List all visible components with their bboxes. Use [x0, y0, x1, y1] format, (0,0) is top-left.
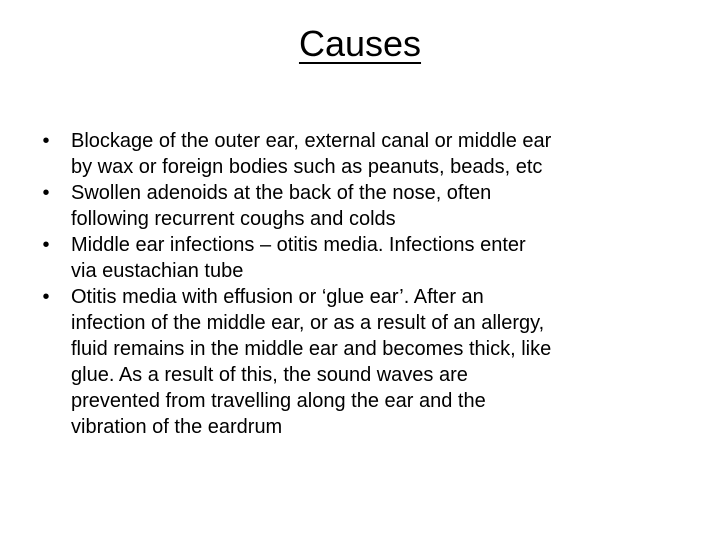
bullet-icon: • [42, 286, 50, 308]
bullet-text-line: Middle ear infections – otitis media. Infections enter [71, 234, 526, 256]
bullet-icon: • [42, 182, 50, 204]
bullet-text-line: Blockage of the outer ear, external canal or middle ear [71, 130, 552, 152]
bullet-text-line: by wax or foreign bodies such as peanuts, beads, etc [71, 156, 543, 178]
bullet-text-line: fluid remains in the middle ear and becomes thick, like [71, 338, 552, 360]
bullet-text-line: prevented from travelling along the ear and the [71, 390, 486, 412]
bullet-text-line: Otitis media with effusion or ‘glue ear’. After an [71, 286, 484, 308]
bullet-text-line: Swollen adenoids at the back of the nose, often [71, 182, 492, 204]
bullet-item [36, 284, 676, 440]
slide-title [0, 22, 720, 66]
bullet-icon: • [42, 234, 50, 256]
bullet-list [36, 128, 676, 440]
bullet-icon: • [42, 130, 50, 152]
bullet-text-line: via eustachian tube [71, 260, 244, 282]
bullet-item [36, 128, 676, 180]
bullet-text-line: following recurrent coughs and colds [71, 208, 396, 230]
slide-title-text: Causes [298, 23, 422, 64]
bullet-text-line: infection of the middle ear, or as a result of an allergy, [71, 312, 545, 334]
bullet-item [36, 232, 676, 284]
bullet-item [36, 180, 676, 232]
bullet-text-line: glue. As a result of this, the sound waves are [71, 364, 468, 386]
bullet-text-line: vibration of the eardrum [71, 416, 283, 438]
